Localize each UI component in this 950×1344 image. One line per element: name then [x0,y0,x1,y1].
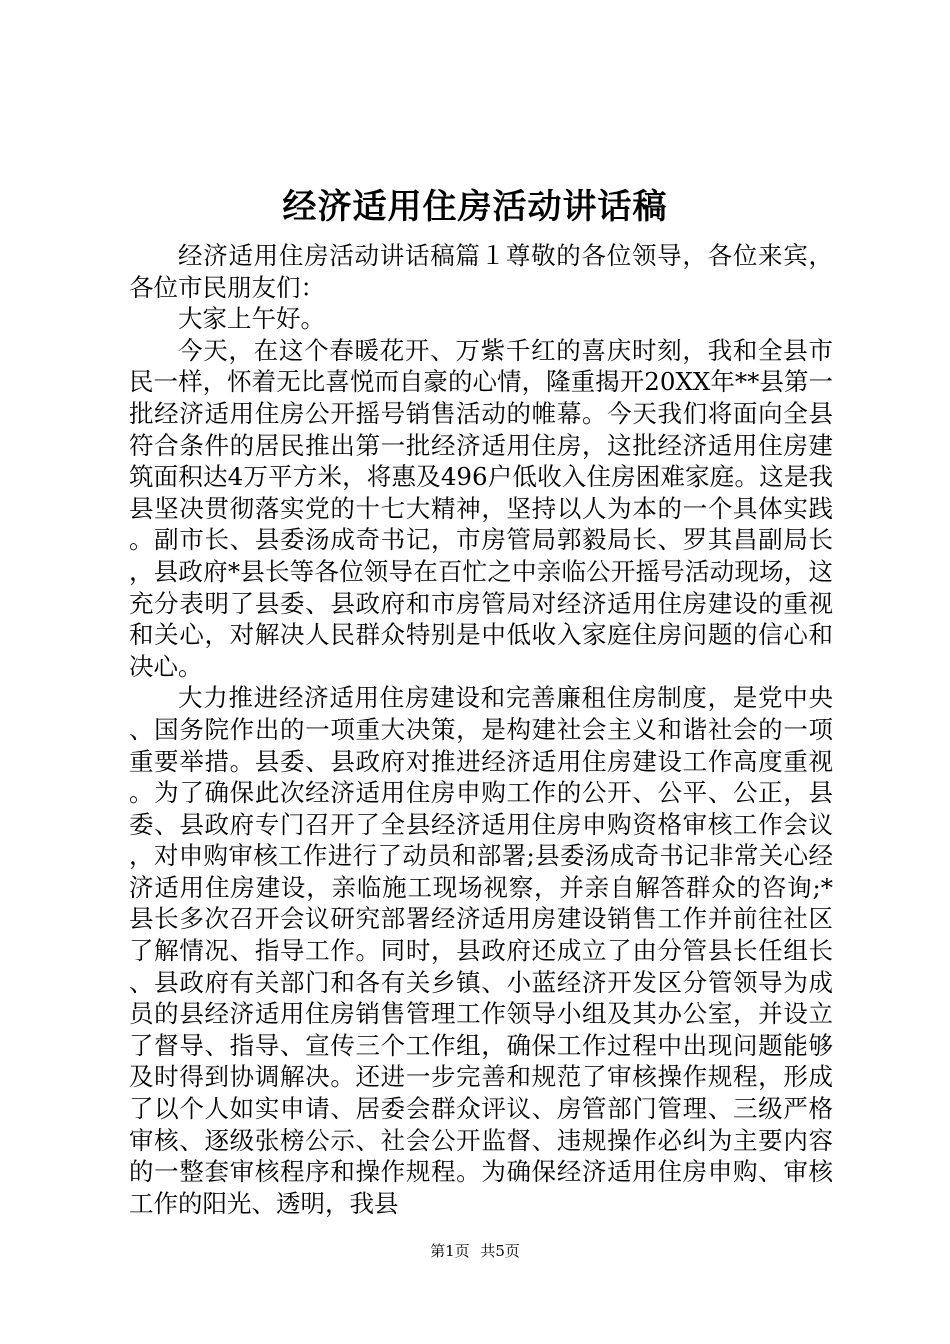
paragraph-policy: 大力推进经济适用住房建设和完善廉租住房制度，是党中央、国务院作出的一项重大决策，是构建社会主义和谐社会的一项重要举措。县委、县政府对推进经济适用住房建设工作高度重视。为了确保此次经济适用住房申购工作的公开、公平、公正，县委、县政府专门召开了全县经济适用住房申购资格审核工作会议，对申购审核工作进行了动员和部署;县委汤成奇书记非常关心经济适用住房建设，亲临施工现场视察，并亲自解答群众的咨询;*县长多次召开会议研究部署经济适用房建设销售工作并前往社区了解情况、指导工作。同时，县政府还成立了由分管县长任组长、县政府有关部门和各有关乡镇、小蓝经济开发区分管领导为成员的县经济适用住房销售管理工作领导小组及其办公室，并设立了督导、指导、宣传三个工作组，确保工作过程中出现问题能够及时得到协调解决。还进一步完善和规范了审核操作规程，形成了以个人如实申请、居委会群众评议、房管部门管理、三级严格审核、逐级张榜公示、社会公开监督、违规操作必纠为主要内容的一整套审核程序和操作规程。为确保经济适用住房申购、审核工作的阳光、透明，我县 [129,683,833,1218]
page-footer: 第1页 共5页 [430,1242,520,1260]
paragraph-salutation: 大家上午好。 [178,304,325,334]
document-title: 经济适用住房活动讲话稿 [282,187,668,227]
paragraph-greeting: 经济适用住房活动讲话稿篇１尊敬的各位领导，各位来宾，各位市民朋友们： [129,241,833,302]
paragraph-opening: 今天，在这个春暖花开、万紫千红的喜庆时刻，我和全县市民一样，怀着无比喜悦而自豪的心情，隆重揭开20XX年**县第一批经济适用住房公开摇号销售活动的帷幕。今天我们将面向全县符合条件的居民推出第一批经济适用住房，这批经济适用住房建筑面积达4万平方米，将惠及496户低收入住房困难家庭。这是我县坚决贯彻落实党的十七大精神，坚持以人为本的一个具体实践。副市长、县委汤成奇书记，市房管局郭毅局长、罗其昌副局长，县政府*县长等各位领导在百忙之中亲临公开摇号活动现场，这充分表明了县委、县政府和市房管局对经济适用住房建设的重视和关心，对解决人民群众特别是中低收入家庭住房问题的信心和决心。 [129,335,833,681]
document-body [129,240,833,1219]
